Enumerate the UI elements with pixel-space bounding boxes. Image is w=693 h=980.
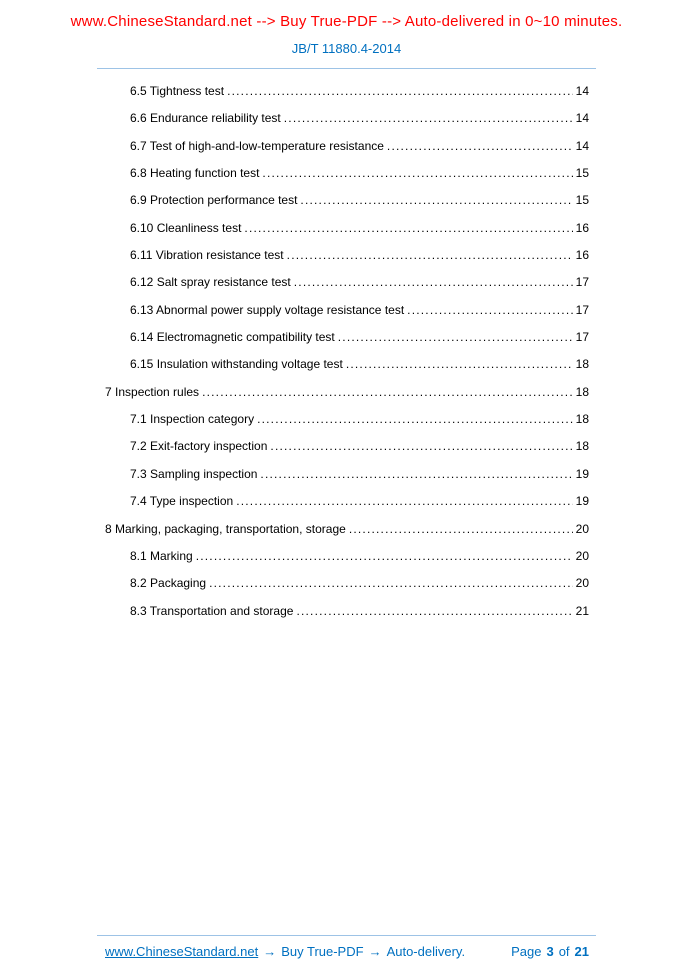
current-page-number: 3 <box>546 944 554 959</box>
toc-entry-label: 7.3 Sampling inspection <box>130 466 258 481</box>
dot-leader <box>236 494 572 508</box>
footer-buy-label: Buy True-PDF <box>281 944 364 959</box>
toc-entry-label: 7.2 Exit-factory inspection <box>130 439 268 454</box>
page-label: Page <box>511 944 542 959</box>
arrow-right-icon: → <box>368 944 382 959</box>
toc-entry <box>105 467 589 494</box>
toc-entry-page: 14 <box>575 84 589 98</box>
toc-entry-page: 18 <box>575 384 589 399</box>
toc-entry-page: 18 <box>575 439 589 454</box>
toc-entry <box>105 330 589 357</box>
toc-entry-page: 19 <box>575 494 589 509</box>
dot-leader <box>260 467 572 481</box>
toc-entry-page: 15 <box>575 166 589 181</box>
toc-entry <box>105 576 589 603</box>
toc-entry <box>105 139 589 166</box>
toc-entry-page: 14 <box>575 111 589 126</box>
toc-entry-page: 17 <box>575 275 589 290</box>
toc-entry-page: 17 <box>575 302 589 317</box>
toc-entry-page: 18 <box>575 357 589 372</box>
toc-entry-label: 6.9 Protection performance test <box>130 193 298 208</box>
footer <box>105 944 589 959</box>
dot-leader <box>346 357 573 371</box>
dot-leader <box>202 385 573 399</box>
toc-entry-page: 21 <box>575 603 589 618</box>
toc-entry-page: 20 <box>575 576 589 591</box>
toc-entry-label: 6.5 Tightness test <box>130 84 225 98</box>
toc-entry <box>105 412 589 439</box>
toc-entry <box>105 604 589 631</box>
total-pages-number: 21 <box>574 944 589 959</box>
toc-entry-page: 17 <box>575 330 589 345</box>
toc-entry-page: 15 <box>575 193 589 208</box>
dot-leader <box>227 84 573 98</box>
footer-divider <box>97 935 596 936</box>
toc-entry <box>105 303 589 330</box>
document-number: JB/T 11880.4-2014 <box>291 41 402 56</box>
dot-leader <box>296 604 572 618</box>
toc-entry <box>105 357 589 384</box>
toc-entry-label: 6.14 Electromagnetic compatibility test <box>130 330 335 345</box>
toc-entry <box>105 494 589 521</box>
page-indicator <box>511 944 589 959</box>
toc-entry-page: 20 <box>575 548 589 563</box>
footer-links <box>105 944 465 959</box>
toc-entry-label: 6.11 Vibration resistance test <box>130 248 284 263</box>
of-label: of <box>558 944 570 959</box>
header-divider <box>97 68 596 69</box>
toc-entry <box>105 84 589 111</box>
toc-entry-label: 7.1 Inspection category <box>130 412 255 427</box>
table-of-contents <box>105 84 589 631</box>
toc-entry <box>105 275 589 302</box>
toc-entry <box>105 221 589 248</box>
dot-leader <box>262 166 572 180</box>
arrow-right-icon: → <box>263 944 277 959</box>
dot-leader <box>287 248 573 262</box>
toc-entry <box>105 248 589 275</box>
toc-entry-label: 8.1 Marking <box>130 548 193 563</box>
dot-leader <box>294 275 573 289</box>
toc-entry-label: 8 Marking, packaging, transportation, storage <box>105 521 346 536</box>
toc-entry <box>105 439 589 466</box>
top-banner: www.ChineseStandard.net --> Buy True-PDF --> Auto-delivered in 0~10 minutes. <box>70 13 623 30</box>
dot-leader <box>244 221 572 235</box>
toc-entry-label: 6.12 Salt spray resistance test <box>130 275 291 290</box>
dot-leader <box>284 111 573 125</box>
dot-leader <box>257 412 573 426</box>
toc-entry-label: 7 Inspection rules <box>105 384 200 399</box>
toc-entry-label: 6.13 Abnormal power supply voltage resistance test <box>130 302 405 317</box>
toc-entry-page: 20 <box>575 521 589 536</box>
toc-entry-page: 19 <box>575 466 589 481</box>
toc-entry-page: 16 <box>575 248 589 263</box>
toc-entry <box>105 522 589 549</box>
toc-entry <box>105 166 589 193</box>
toc-entry-page: 16 <box>575 220 589 235</box>
toc-entry <box>105 549 589 576</box>
toc-entry-label: 7.4 Type inspection <box>130 494 234 509</box>
dot-leader <box>270 439 572 453</box>
toc-entry-page: 14 <box>575 138 589 153</box>
dot-leader <box>209 576 573 590</box>
dot-leader <box>349 522 573 536</box>
toc-entry-label: 6.15 Insulation withstanding voltage test <box>130 357 343 372</box>
toc-entry-label: 6.8 Heating function test <box>130 166 260 181</box>
toc-entry <box>105 111 589 138</box>
footer-site-link[interactable]: www.ChineseStandard.net <box>105 944 259 959</box>
dot-leader <box>407 303 572 317</box>
toc-entry-label: 6.6 Endurance reliability test <box>130 111 281 126</box>
dot-leader <box>338 330 573 344</box>
toc-entry <box>105 193 589 220</box>
toc-entry-label: 6.10 Cleanliness test <box>130 220 242 235</box>
toc-entry-label: 8.3 Transportation and storage <box>130 603 294 618</box>
dot-leader <box>300 193 572 207</box>
toc-entry <box>105 385 589 412</box>
toc-entry-page: 18 <box>575 412 589 427</box>
dot-leader <box>196 549 573 563</box>
footer-delivery-label: Auto-delivery. <box>386 944 466 959</box>
toc-entry-label: 8.2 Packaging <box>130 576 207 591</box>
toc-entry-label: 6.7 Test of high-and-low-temperature resistance <box>130 138 384 153</box>
dot-leader <box>387 139 573 153</box>
